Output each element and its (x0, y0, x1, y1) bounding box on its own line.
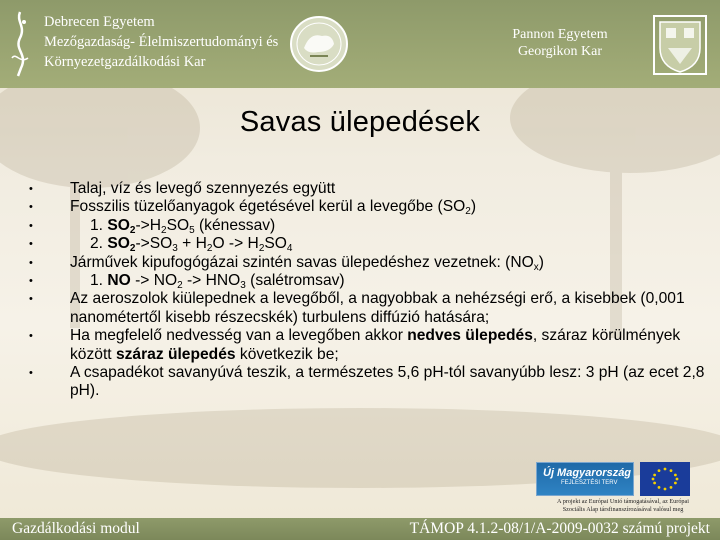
bullet-text-segment: x (533, 261, 539, 273)
left-line-1: Debrecen Egyetem (44, 14, 155, 30)
bullet-dot: • (29, 367, 33, 380)
bullet-text-segment: Fosszilis tüzelőanyagok égetésével kerül a levegőbe (SO (70, 198, 466, 216)
bullet-text (70, 198, 718, 216)
bullet-text-segment: (kénessav) (194, 216, 276, 234)
left-line-3: Környezetgazdálkodási Kar (44, 54, 206, 70)
bullet-text (70, 180, 718, 198)
bullet-text-segment: Járművek kipufogógázai szintén savas ülepedéshez vezetnek: (NO (70, 253, 534, 271)
bullet-text-segment: Talaj, víz és levegő szennyezés együtt (70, 180, 336, 197)
bullet-text-segment: (salétromsav) (245, 272, 345, 290)
bullet-text-segment: 2. (90, 235, 108, 253)
bullet-text-segment: 2 (129, 243, 136, 255)
right-line-1: Pannon Egyetem (512, 27, 608, 42)
bullet-text (70, 272, 718, 290)
bullet-text-segment: ) (470, 198, 477, 216)
university-crest-icon (650, 12, 710, 78)
eu-caption-line-1: A projekt az Európai Unió támogatásával, az Európai (557, 498, 689, 505)
bullet-text-segment: , száraz körülmények között (70, 327, 681, 363)
bullet-text-segment: Ha megfelelő nedvesség van a levegőben akkor (70, 327, 408, 345)
bullet-text-segment: 3 (240, 280, 246, 292)
left-institution-name (44, 12, 278, 72)
university-logo-icon (6, 8, 38, 80)
bullet-text-segment: + H (177, 235, 207, 253)
bullet-text-segment: 2 (206, 243, 213, 255)
bullet-text-segment: O -> H (212, 235, 259, 253)
bullet-text-segment: NO (107, 272, 131, 290)
bullet-text-segment: 2 (161, 224, 167, 236)
right-institution-name (508, 26, 612, 60)
hu-logo-label: Új Magyarország (543, 467, 632, 479)
bullet-text-segment: SO (107, 235, 130, 253)
bullet-list (28, 180, 718, 401)
bullet-text (70, 290, 718, 327)
bullet-dot: • (29, 330, 33, 343)
hu-logo-sub: FEJLESZTÉSI TERV (561, 480, 618, 486)
bullet-item (28, 180, 718, 198)
bullet-text-segment: Az aeroszolok kiülepednek a levegőből, a nagyobbak a nehézségi erő, a kisebbek (0,001 nanométertől kisebb részecskék) turbulens diffúzió hatására; (70, 290, 685, 326)
right-line-2: Georgikon Kar (517, 44, 603, 59)
slide-title: Savas ülepedések (239, 106, 481, 138)
bullet-item (28, 272, 718, 290)
bullet-text-segment: SO (166, 216, 190, 234)
bullet-text-segment: -> HNO (182, 272, 241, 290)
bullet-item (28, 364, 718, 401)
bullet-text-segment: 3 (172, 243, 178, 255)
bullet-text (70, 327, 718, 364)
bullet-text-segment: 2 (177, 280, 183, 292)
bullet-text-segment: 5 (189, 224, 195, 236)
bullet-text (70, 235, 718, 253)
footer-band (0, 518, 720, 540)
bullet-dot: • (29, 238, 33, 251)
bullet-text-segment: 2 (465, 206, 471, 218)
bullet-dot: • (29, 201, 33, 214)
bullet-dot: • (29, 256, 33, 269)
footer-project-id: TÁMOP 4.1.2-08/1/A-2009-0032 számú projekt (409, 520, 710, 537)
bullet-text-segment: 1. (90, 216, 108, 234)
bullet-text-segment: ) (538, 253, 544, 271)
bullet-text-segment: 1. (90, 272, 108, 290)
bullet-item (28, 290, 718, 327)
bullet-text-segment: ->SO (135, 235, 173, 253)
bullet-item (28, 254, 718, 272)
bullet-dot: • (29, 293, 33, 306)
left-line-2: Mezőgazdaság- Élelmiszertudományi és (44, 34, 279, 50)
bullet-item (28, 327, 718, 364)
bullet-text (70, 254, 718, 272)
eu-caption-line-2: Szociális Alap társfinanszírozásával valósul meg (562, 505, 684, 513)
bullet-text-segment: következik be; (235, 345, 339, 363)
bullet-text-segment: nedves ülepedés (407, 327, 533, 345)
bullet-text-segment: 2 (258, 243, 265, 255)
bullet-text-segment: SO (264, 235, 287, 253)
bullet-text (70, 217, 718, 235)
bullet-text-segment: -> NO (130, 272, 178, 290)
eu-flag-icon (640, 462, 690, 496)
bullet-dot: • (29, 275, 33, 288)
bullet-text-segment: SO (107, 216, 130, 234)
bullet-text (70, 364, 718, 401)
bullet-item (28, 198, 718, 216)
bullet-item (28, 235, 718, 253)
bullet-text-segment: száraz ülepedés (115, 345, 236, 363)
bullet-text-segment: ->H (135, 216, 161, 234)
bullet-dot: • (29, 219, 33, 232)
header-band (0, 0, 720, 88)
bullet-text-segment: A csapadékot savanyúvá teszik, a természetes 5,6 pH-tól savanyúbb lesz: 3 pH (az ecet 2,8 pH). (70, 364, 705, 400)
faculty-seal-icon (288, 14, 350, 74)
bullet-text-segment: 4 (286, 243, 293, 255)
eu-funding-caption (530, 498, 716, 513)
bullet-text-segment: 2 (129, 224, 136, 236)
footer-module-name: Gazdálkodási modul (12, 520, 140, 537)
uj-magyarorszag-logo (536, 462, 634, 496)
bullet-item (28, 217, 718, 235)
bullet-dot: • (29, 183, 33, 195)
